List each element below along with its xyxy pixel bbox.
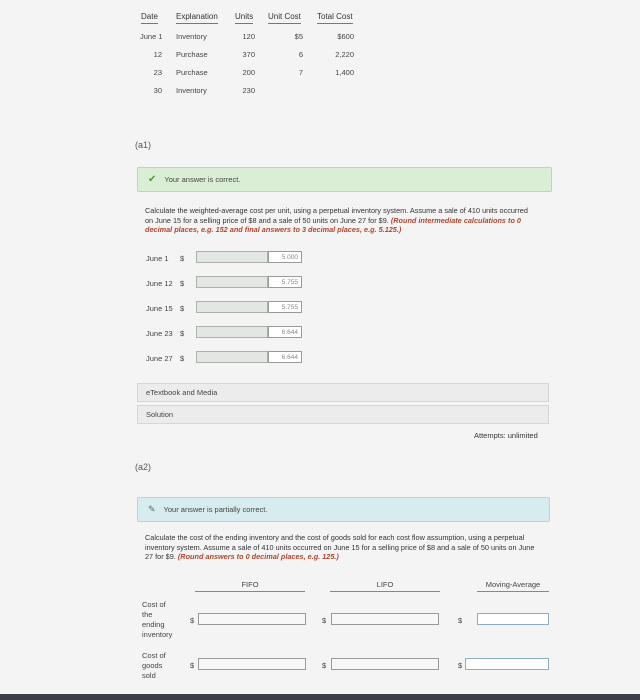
- row2-explanation: Purchase: [176, 50, 208, 59]
- row4-date: 30: [153, 86, 162, 95]
- a2-instructions-text: Calculate the cost of the ending inventory and the cost of goods sold for each cost flow assumption, using a perpetual inventory system. Assume a sale of 410 units occurred on June 15 for a selling price of $8 and a sale of 50 units on June 27 for $9.: [145, 533, 535, 561]
- row3-explanation: Purchase: [176, 68, 208, 77]
- currency-sign: $: [458, 616, 463, 625]
- lifo-ending-inventory-input[interactable]: [331, 613, 439, 625]
- currency-sign: $: [180, 254, 185, 263]
- bottom-bar: [0, 694, 640, 700]
- fifo-cogs-input[interactable]: [198, 658, 306, 670]
- correct-answer-banner: [137, 167, 552, 192]
- a2-instructions: [145, 533, 535, 562]
- a1-row-label-june1: June 1: [146, 254, 169, 263]
- currency-sign: $: [180, 279, 185, 288]
- checkmark-icon: ✔: [148, 174, 157, 185]
- a1-june1-input[interactable]: 5.000: [268, 251, 302, 263]
- row4-units: 230: [242, 86, 255, 95]
- row1-units: 120: [242, 32, 255, 41]
- currency-sign: $: [180, 304, 185, 313]
- a1-june15-input[interactable]: 5.755: [268, 301, 302, 313]
- col-header-total-cost: Total Cost: [317, 12, 353, 24]
- currency-sign: $: [190, 616, 195, 625]
- row3-total-cost: 1,400: [335, 68, 354, 77]
- part-a1-label: (a1): [135, 140, 152, 150]
- a1-june27-blank: [196, 351, 268, 363]
- a1-row-label-june27: June 27: [146, 354, 173, 363]
- currency-sign: $: [180, 354, 185, 363]
- col-header-date: Date: [141, 12, 158, 24]
- row1-unit-cost: $5: [294, 32, 303, 41]
- solution-link[interactable]: Solution: [137, 405, 549, 424]
- row2-unit-cost: 6: [298, 50, 303, 59]
- row2-units: 370: [242, 50, 255, 59]
- a1-june12-input[interactable]: 5.755: [268, 276, 302, 288]
- a1-june27-input[interactable]: 6.644: [268, 351, 302, 363]
- currency-sign: $: [322, 661, 327, 670]
- col-header-moving-average: Moving-Average: [477, 580, 549, 592]
- row3-units: 200: [242, 68, 255, 77]
- currency-sign: $: [180, 329, 185, 338]
- row-label-ending-inventory: Cost of the ending inventory: [142, 600, 173, 639]
- col-header-lifo: LIFO: [330, 580, 440, 592]
- a1-row-label-june12: June 12: [146, 279, 173, 288]
- col-header-unit-cost: Unit Cost: [268, 12, 301, 24]
- row1-explanation: Inventory: [176, 32, 207, 41]
- a1-june15-blank: [196, 301, 268, 313]
- a1-june23-blank: [196, 326, 268, 338]
- moving-average-ending-inventory-input[interactable]: [477, 613, 549, 625]
- partial-answer-banner: [137, 497, 550, 522]
- row2-date: 12: [153, 50, 162, 59]
- correct-banner-text: Your answer is correct.: [164, 175, 241, 184]
- currency-sign: $: [190, 661, 195, 670]
- part-a2-label: (a2): [135, 462, 152, 472]
- row4-explanation: Inventory: [176, 86, 207, 95]
- a1-row-label-june23: June 23: [146, 329, 173, 338]
- a1-june12-blank: [196, 276, 268, 288]
- moving-average-cogs-input[interactable]: [465, 658, 549, 670]
- etextbook-media-link[interactable]: eTextbook and Media: [137, 383, 549, 402]
- partial-banner-text: Your answer is partially correct.: [163, 505, 268, 514]
- row3-unit-cost: 7: [298, 68, 303, 77]
- a1-june1-blank: [196, 251, 268, 263]
- currency-sign: $: [322, 616, 327, 625]
- a1-june23-input[interactable]: 6.644: [268, 326, 302, 338]
- currency-sign: $: [458, 661, 463, 670]
- row1-total-cost: $600: [337, 32, 354, 41]
- pencil-icon: ✎: [148, 504, 156, 514]
- row1-date: June 1: [140, 32, 163, 41]
- a2-rounding-hint: (Round answers to 0 decimal places, e.g. 125.): [177, 552, 339, 561]
- a1-instructions: [145, 206, 530, 235]
- col-header-units: Units: [235, 12, 253, 24]
- attempts-text: Attempts: unlimited: [474, 431, 538, 440]
- fifo-ending-inventory-input[interactable]: [198, 613, 306, 625]
- lifo-cogs-input[interactable]: [331, 658, 439, 670]
- row3-date: 23: [153, 68, 162, 77]
- a1-rounding-hint: (Round intermediate calculations to 0 decimal places, e.g. 152 and final answers to 3 decimal places, e.g. 5.125.): [145, 215, 521, 234]
- a1-row-label-june15: June 15: [146, 304, 173, 313]
- row-label-cost-of-goods-sold: Cost of goods sold: [142, 651, 166, 680]
- col-header-fifo: FIFO: [195, 580, 305, 592]
- col-header-explanation: Explanation: [176, 12, 218, 24]
- row2-total-cost: 2,220: [335, 50, 354, 59]
- a1-instructions-text: Calculate the weighted-average cost per unit, using a perpetual inventory system. Assume a sale of 410 units occurred on June 15 for a selling price of $8 and a sale of 50 units on June 27 for $9.: [145, 206, 528, 225]
